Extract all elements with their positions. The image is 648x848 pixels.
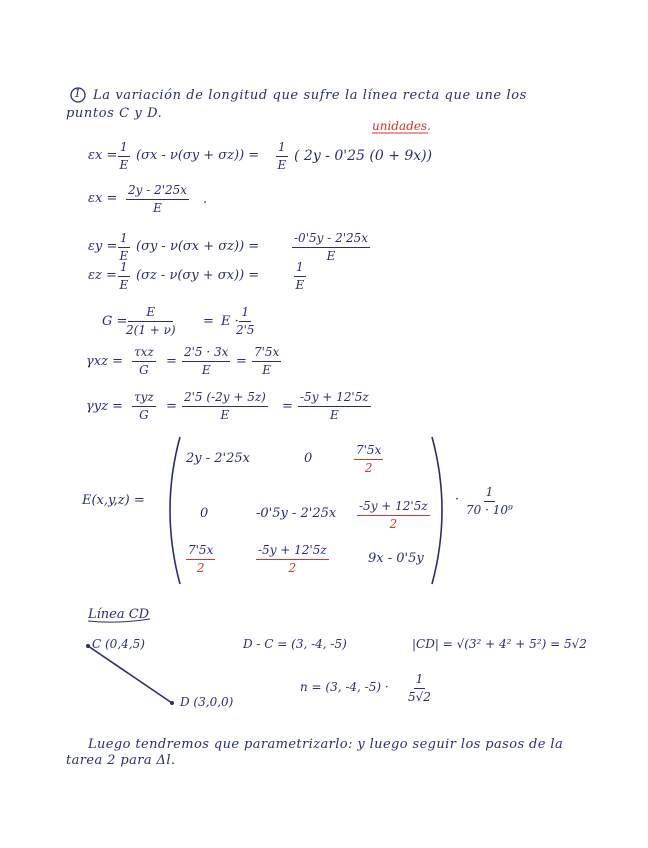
item-number: 1 — [74, 87, 81, 100]
ez-fraction — [118, 260, 130, 293]
matrix-left-paren — [170, 437, 180, 584]
ex1-frac2-den: E — [277, 158, 287, 172]
gyz-den-3: E — [329, 408, 339, 422]
matrix-r1c3 — [354, 443, 383, 476]
gyz-num: τyz — [132, 390, 156, 407]
g-rhs: E · — [221, 314, 239, 329]
ex2-lhs: εx = — [88, 191, 118, 206]
gxz-den-2: E — [201, 363, 211, 377]
unit-vector-n: n = (3, -4, -5) · — [300, 680, 389, 694]
ex1-frac-den: E — [119, 158, 129, 172]
matrix-r3c1-num: 7'5x — [186, 543, 215, 560]
gyz-den: G — [139, 408, 149, 422]
matrix-r3c2-num: -5y + 12'5z — [256, 543, 329, 560]
ex1-fraction — [118, 140, 130, 173]
intro-line-2: puntos C y D. — [66, 106, 163, 121]
gxz-num-3: 7'5x — [252, 345, 281, 362]
matrix-right-paren — [432, 437, 442, 584]
ey-den: E — [326, 249, 336, 263]
segment-cd — [88, 646, 172, 703]
matrix-r3c3: 9x - 0'5y — [368, 551, 424, 566]
ez-num: 1 — [294, 260, 306, 277]
ez-den: E — [295, 278, 305, 292]
point-c-dot — [86, 644, 90, 648]
g-num: E — [128, 305, 173, 322]
gyz-fraction-2 — [182, 390, 268, 423]
units-note: unidades. — [372, 119, 431, 133]
matrix-r2c3 — [357, 499, 430, 532]
closing-line-2: tarea 2 para Δl. — [66, 753, 176, 768]
gxz-den: G — [139, 363, 149, 377]
ey-frac-num: 1 — [118, 231, 130, 248]
matrix-factor-den: 70 · 10⁹ — [466, 503, 513, 517]
line-cd-heading: Línea CD — [88, 607, 150, 622]
cd-norm: |CD| = √(3² + 4² + 5²) = 5√2 — [412, 637, 587, 651]
gyz-eq-2: = — [282, 399, 293, 414]
unit-vector-fraction — [408, 672, 431, 705]
ex2-num: 2y - 2'25x — [126, 183, 189, 200]
gyz-fraction-3 — [298, 390, 371, 423]
matrix-r2c1: 0 — [200, 506, 209, 521]
matrix-factor-num: 1 — [484, 485, 496, 502]
matrix-r3c1-den: 2 — [196, 561, 205, 575]
matrix-r2c2: -0'5y - 2'25x — [256, 506, 337, 521]
ex1-lhs: εx = — [88, 148, 118, 163]
gxz-fraction — [132, 345, 156, 378]
matrix-r2c3-num: -5y + 12'5z — [357, 499, 430, 516]
unit-vector-den: 5√2 — [408, 690, 431, 704]
closing-line-1: Luego tendremos que parametrizarlo: y luego seguir los pasos de la — [88, 737, 564, 752]
point-c-label: C (0,4,5) — [92, 637, 145, 651]
d-minus-c: D - C = (3, -4, -5) — [243, 637, 347, 651]
ex2-fraction — [126, 183, 189, 216]
ey-frac-den: E — [119, 249, 129, 263]
ex2-dot: . — [203, 192, 208, 207]
gxz-eq-2: = — [236, 354, 247, 369]
ex1-rhs: ( 2y - 0'25 (0 + 9x)) — [294, 148, 433, 164]
gyz-lhs: γyz = — [86, 399, 123, 414]
matrix-r2c3-den: 2 — [389, 517, 398, 531]
gxz-eq: = — [166, 354, 177, 369]
matrix-r1c3-den: 2 — [364, 461, 373, 475]
ey-lhs: εy = — [88, 239, 118, 254]
ex1-frac-num: 1 — [118, 140, 130, 157]
intro-line-1: La variación de longitud que sufre la línea recta que une los — [93, 88, 527, 103]
point-d-dot — [170, 701, 174, 705]
ex2-den: E — [153, 201, 162, 215]
matrix-r3c2-den: 2 — [288, 561, 297, 575]
gxz-num: τxz — [132, 345, 156, 362]
matrix-r3c1 — [186, 543, 215, 576]
ex1-fraction-2 — [276, 140, 288, 173]
gyz-fraction — [132, 390, 156, 423]
gyz-eq: = — [166, 399, 177, 414]
matrix-r1c2: 0 — [304, 451, 313, 466]
g-fraction — [126, 305, 176, 338]
g-den-2: 2'5 — [236, 323, 255, 337]
gxz-fraction-3 — [252, 345, 281, 378]
gxz-num-2: 2'5 · 3x — [182, 345, 230, 362]
gyz-num-2: 2'5 (-2y + 5z) — [182, 390, 268, 407]
gyz-den-2: E — [220, 408, 230, 422]
ez-frac-den: E — [119, 278, 129, 292]
matrix-r1c1: 2y - 2'25x — [186, 451, 250, 466]
ey-mid: (σy - ν(σx + σz)) = — [136, 239, 260, 254]
matrix-factor — [466, 485, 513, 518]
g-fraction-2 — [236, 305, 255, 338]
matrix-r3c2 — [256, 543, 329, 576]
matrix-factor-dot: · — [455, 492, 460, 507]
unit-vector-num: 1 — [414, 672, 426, 689]
ez-frac-num: 1 — [118, 260, 130, 277]
ey-num: -0'5y - 2'25x — [292, 231, 370, 248]
matrix-lhs: E(x,y,z) = — [82, 493, 145, 508]
ez-mid: (σz - ν(σy + σx)) = — [136, 268, 260, 283]
ex1-mid: (σx - ν(σy + σz)) = — [136, 148, 260, 163]
g-eq: = — [203, 314, 214, 329]
ez-result-fraction — [294, 260, 306, 293]
gxz-den-3: E — [262, 363, 272, 377]
ex1-frac2-num: 1 — [276, 140, 288, 157]
point-d-label: D (3,0,0) — [180, 695, 234, 709]
ez-lhs: εz = — [88, 268, 117, 283]
g-den: 2(1 + ν) — [126, 323, 176, 337]
matrix-r1c3-num: 7'5x — [354, 443, 383, 460]
g-lhs: G = — [102, 314, 128, 329]
gxz-lhs: γxz = — [86, 354, 123, 369]
g-num-2: 1 — [239, 305, 251, 322]
gxz-fraction-2 — [182, 345, 230, 378]
gyz-num-3: -5y + 12'5z — [298, 390, 371, 407]
